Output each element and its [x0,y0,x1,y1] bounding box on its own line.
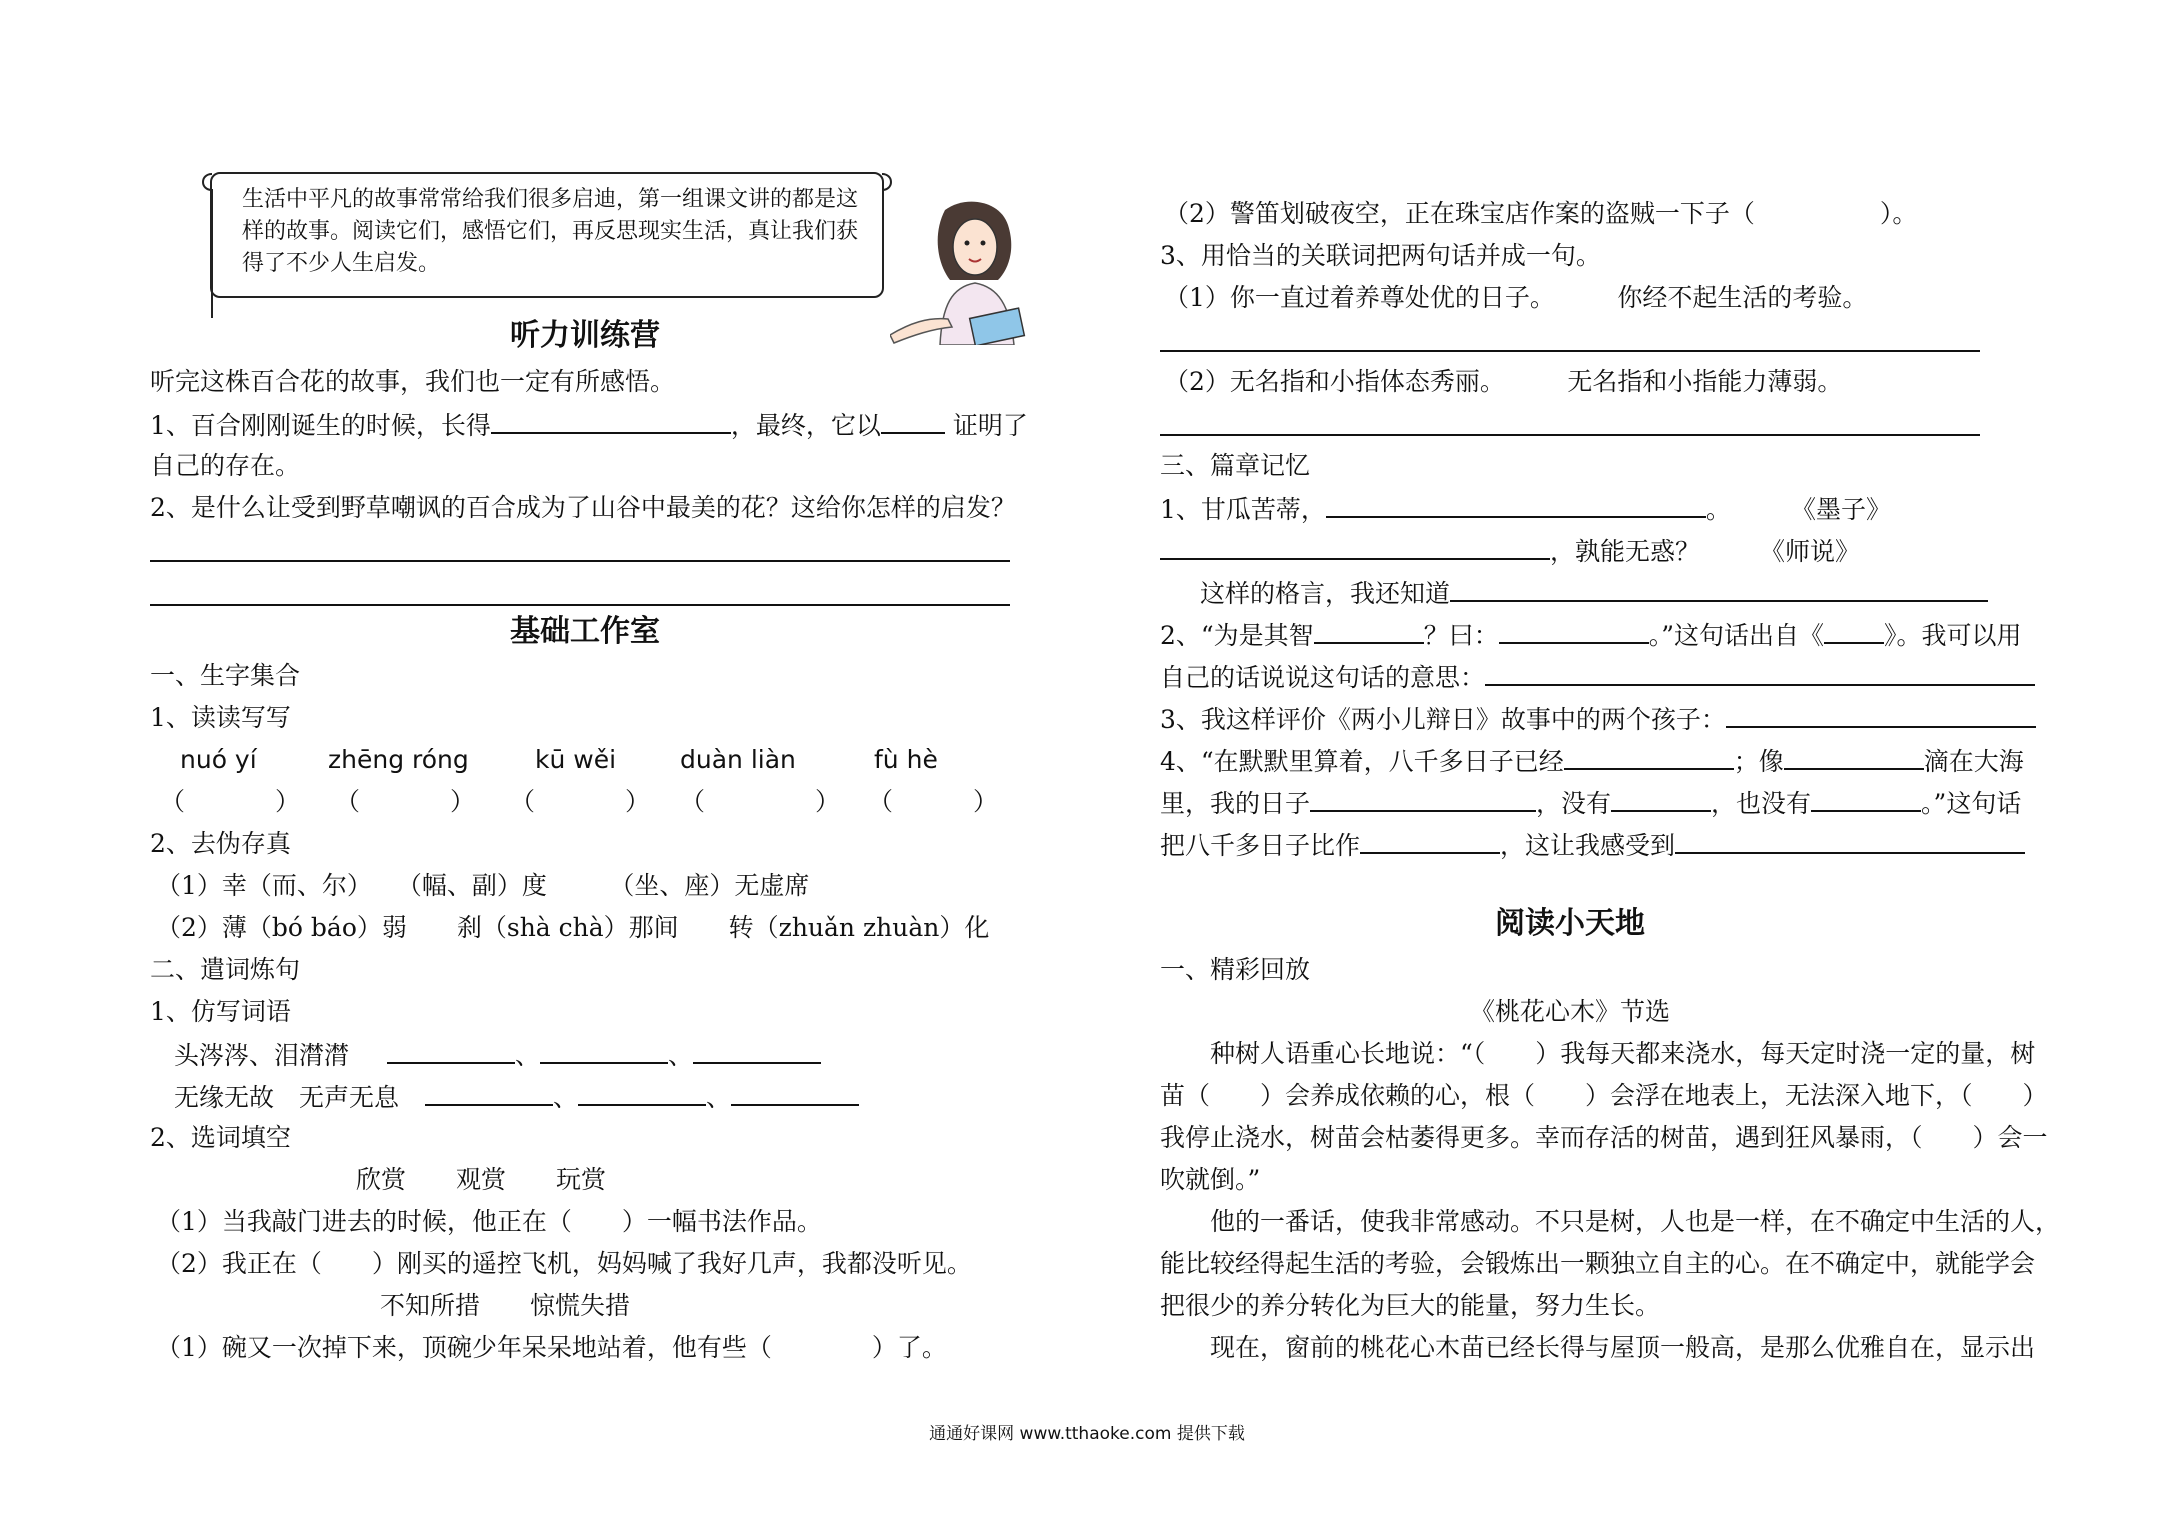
memory-q4-blank-a[interactable] [1564,744,1734,770]
word-bank-1: 欣赏 观赏 玩赏 [356,1165,607,1194]
imitate-row-2: 无缘无故 无声无息 、 、 [174,1080,859,1112]
footer-credit: 通通好课网 www.tthaoke.com 提供下载 [929,1424,1245,1444]
reading-title: 阅读小天地 [1495,906,1645,941]
listening-q2: 2、是什么让受到野草嘲讽的百合成为了山谷中最美的花？这给你怎样的启发？ [150,493,1016,522]
char-choice-1: （1）幸（而、尔） （幅、副）度 （坐、座）无虚席 [156,871,810,900]
reading-p2-line2: 能比较经得起生活的考验，会锻炼出一颗独立自主的心。在不确定中，就能学会 [1160,1249,2036,1278]
memory-q3-blank[interactable] [1726,702,2036,728]
read-write-heading: 1、读读写写 [150,703,291,732]
memory-q1-blank-2[interactable] [1160,534,1550,560]
fill-sentence-1: （1）当我敲门进去的时候，他正在（ ）一幅书法作品。 [156,1207,822,1236]
answer-paren-4[interactable]: （ ） [680,787,841,816]
memory-q2-meaning-blank[interactable] [1485,660,2035,686]
memory-q4-blank-g[interactable] [1675,828,2025,854]
pinyin-1: nuó yí [180,745,257,774]
memory-q4-blank-f[interactable] [1360,828,1500,854]
memory-q4-blank-c[interactable] [1310,786,1536,812]
char-choice-2: （2）薄（bó báo）弱 刹（shà chà）那间 转（zhuǎn zhuàn）化 [156,913,990,942]
fill-sentence-2: （2）我正在（ ）刚买的遥控飞机，妈妈喊了我好几声，我都没听见。 [156,1249,972,1278]
memory-q1-line2: ，孰能无惑？ 《师说》 [1160,534,1860,566]
imitate-heading: 1、仿写词语 [150,997,291,1026]
memory-q4-blank-e[interactable] [1811,786,1921,812]
memory-q1-line3: 这样的格言，我还知道 [1200,576,1988,608]
imitate-1-blank-c[interactable] [693,1038,821,1064]
fill-sentence-4: （2）警笛划破夜空，正在珠宝店作案的盗贼一下子（ ）。 [1164,199,1918,228]
imitate-row-1: 头涔涔、泪潸潸 、 、 [174,1038,821,1070]
memory-q1: 1、甘瓜苦蒂， 。 《墨子》 [1160,492,1891,524]
reading-subtitle: 《桃花心木》节选 [1469,997,1670,1026]
reading-p2-line3: 把很少的养分转化为巨大的能量，努力生长。 [1160,1291,1661,1320]
reading-p1-line2: 苗（ ）会养成依赖的心，根（ ）会浮在地表上，无法深入地下，（ ） [1160,1081,2048,1110]
answer-paren-3[interactable]: （ ） [510,787,651,816]
basics-title: 基础工作室 [510,614,660,649]
q1-blank-growth[interactable] [491,408,731,434]
memory-q2-blank-b[interactable] [1499,618,1649,644]
reading-p1-line3: 我停止浇水，树苗会枯萎得更多。幸而存活的树苗，遇到狂风暴雨，（ ）会一 [1160,1123,2048,1152]
q1-blank-proof[interactable] [881,408,945,434]
conjunction-answer-line-1[interactable] [1160,350,1980,352]
conjunction-q1: （1）你一直过着养尊处优的日子。 你经不起生活的考验。 [1164,283,1868,312]
pinyin-3: kū wěi [535,745,617,774]
pinyin-4: duàn liàn [680,745,796,774]
memory-q2-blank-source[interactable] [1824,618,1884,644]
reading-p3-line1: 现在，窗前的桃花心木苗已经长得与屋顶一般高，是那么优雅自在，显示出 [1210,1333,2036,1362]
conjunction-q2: （2）无名指和小指体态秀丽。 无名指和小指能力薄弱。 [1164,367,1843,396]
memory-q4: 4、“在默默里算着，八千多日子已经 ；像 滴在大海 [1160,744,2024,776]
memory-q3: 3、我这样评价《两小儿辩日》故事中的两个孩子： [1160,702,2036,734]
listening-q1-cont: 自己的存在。 [150,451,301,480]
memory-q2: 2、“为是其智 ？曰： 。”这句话出自《 》。我可以用 [1160,618,2022,650]
intro-scroll-box [210,172,884,298]
listening-q1: 1、百合刚刚诞生的时候，长得 ，最终，它以 证明了 [150,408,1028,440]
memory-q1-blank[interactable] [1326,492,1706,518]
pinyin-2: zhēng róng [328,745,469,774]
scroll-curl-left-icon [198,168,224,318]
conjunction-heading: 3、用恰当的关联词把两句话并成一句。 [1160,241,1601,270]
fill-sentence-3: （1）碗又一次掉下来，顶碗少年呆呆地站着，他有些（ ）了。 [156,1333,947,1362]
conjunction-answer-line-2[interactable] [1160,434,1980,436]
memory-q4-blank-d[interactable] [1611,786,1711,812]
section-2-heading: 二、遣词炼句 [150,955,301,984]
answer-paren-2[interactable]: （ ） [335,787,476,816]
answer-paren-5[interactable]: （ ） [868,787,999,816]
imitate-1-blank-a[interactable] [387,1038,515,1064]
memory-q4-line3: 把八千多日子比作 ，这让我感受到 [1160,828,2025,860]
memory-q2-line2: 自己的话说说这句话的意思： [1160,660,2035,692]
memory-q2-blank-a[interactable] [1314,618,1424,644]
motto-blank[interactable] [1450,576,1988,602]
q2-answer-line-1[interactable] [150,560,1010,562]
section-3-heading: 三、篇章记忆 [1160,451,1311,480]
answer-paren-1[interactable]: （ ） [160,787,301,816]
imitate-2-blank-c[interactable] [731,1080,859,1106]
memory-q4-line2: 里，我的日子 ，没有 ，也没有 。”这句话 [1160,786,2021,818]
imitate-1-blank-b[interactable] [540,1038,668,1064]
reading-p1-line4: 吹就倒。” [1160,1165,1261,1194]
word-bank-2: 不知所措 惊慌失措 [380,1291,631,1320]
imitate-2-blank-a[interactable] [425,1080,553,1106]
reading-p1-line1: 种树人语重心长地说：“（ ）我每天都来浇水，每天定时浇一定的量，树 [1210,1039,2036,1068]
q2-answer-line-2[interactable] [150,604,1010,606]
fill-words-heading: 2、选词填空 [150,1123,291,1152]
reading-p2-line1: 他的一番话，使我非常感动。不只是树，人也是一样，在不确定中生活的人， [1210,1207,2061,1236]
section-1-heading: 一、生字集合 [150,661,301,690]
reading-section-heading: 一、精彩回放 [1160,955,1311,984]
imitate-2-blank-b[interactable] [578,1080,706,1106]
true-false-heading: 2、去伪存真 [150,829,291,858]
pinyin-5: fù hè [874,745,938,774]
memory-q4-blank-b[interactable] [1784,744,1924,770]
intro-text: 生活中平凡的故事常常给我们很多启迪，第一组课文讲的都是这样的故事。阅读它们，感悟它们，再反思现实生活，真让我们获得了不少人生启发。 [242,187,859,276]
listening-lead: 听完这株百合花的故事，我们也一定有所感悟。 [150,367,676,396]
listening-title: 听力训练营 [510,318,660,353]
